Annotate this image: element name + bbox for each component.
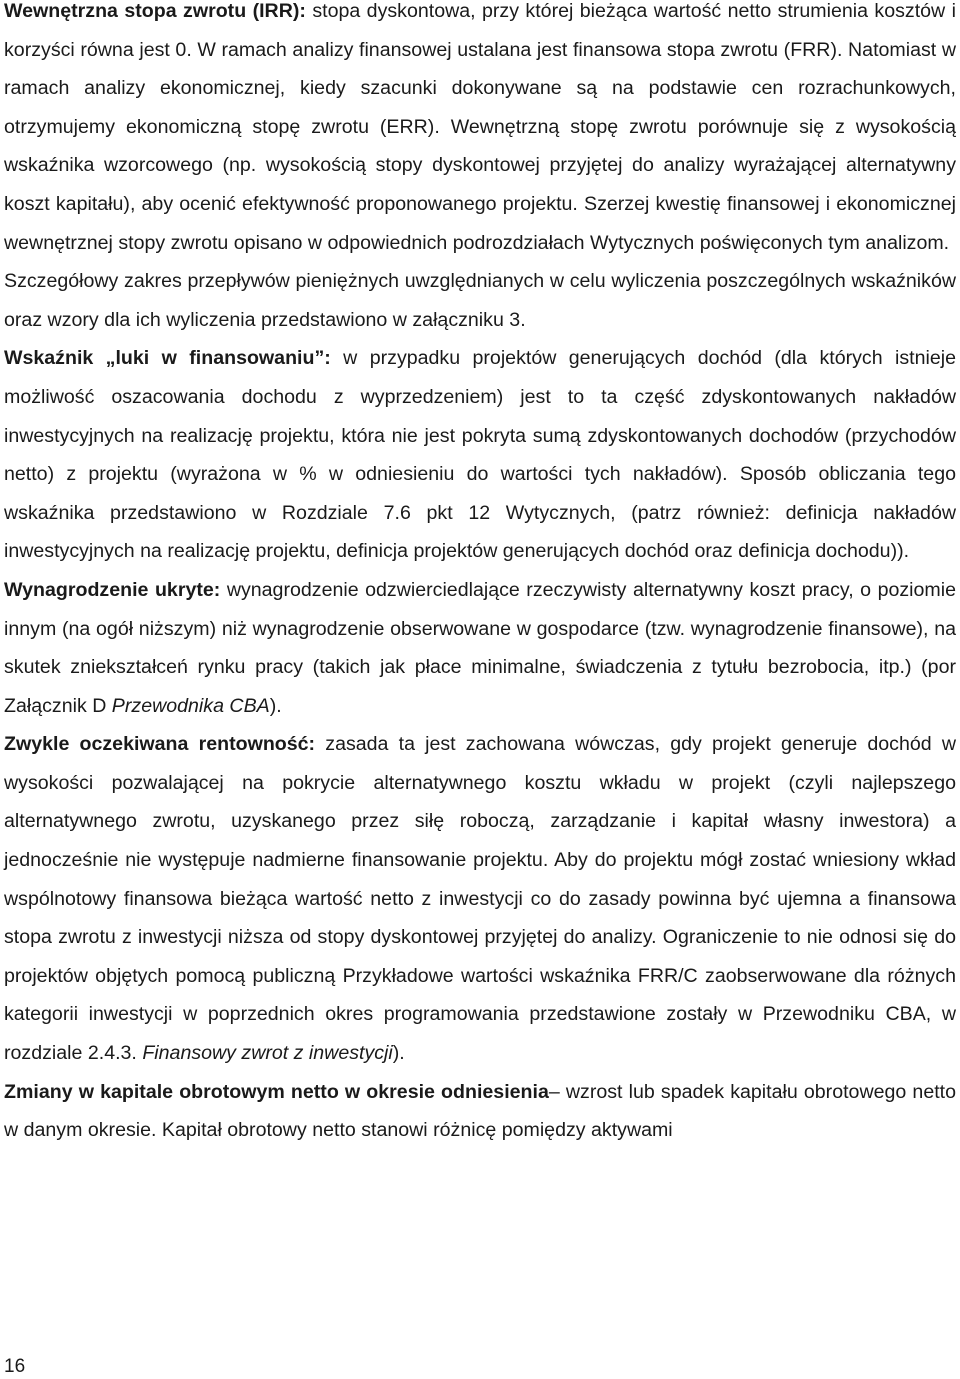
- italic-reference: Finansowy zwrot z inwestycji: [142, 1042, 393, 1065]
- term-heading: Zmiany w kapitale obrotowym netto w okresie odniesienia: [4, 1080, 549, 1103]
- paragraph-text: Szczegółowy zakres przepływów pieniężnych uwzględnianych w celu wyliczenia poszczególnych wskaźników oraz wzory dla ich wyliczenia przedstawiono w załączniku 3.: [4, 270, 956, 331]
- paragraph-normal-profitability-definition: [0, 725, 956, 1072]
- page-number: 16: [4, 1356, 26, 1377]
- paragraph-funding-gap-definition: [0, 339, 956, 571]
- term-heading: Wskaźnik „luki w finansowaniu”:: [4, 347, 331, 370]
- term-heading: Wynagrodzenie ukryte:: [4, 578, 221, 601]
- paragraph-text: wynagrodzenie odzwierciedlające rzeczywisty alternatywny koszt pracy, o poziomie innym (na ogół niższym) niż wynagrodzenie obserwowane w gospodarce (tzw. wynagrodzenie finansowe), na skutek zniekształceń rynku pracy (takich jak płace minimalne, świadczenia z tytułu bezrobocia, itp.) (por Załącznik D: [4, 578, 957, 717]
- paragraph-shadow-wage-definition: [0, 571, 956, 725]
- term-heading: Wewnętrzna stopa zwrotu (IRR):: [4, 0, 306, 22]
- paragraph-text: stopa dyskontowa, przy której bieżąca wartość netto strumienia kosztów i korzyści równa jest 0. W ramach analizy finansowej ustalana jest finansowa stopa zwrotu (FRR). Natomiast w ramach analizy ekonomicznej, kiedy szacunki dokonywane są na podstawie cen rozrachunkowych, otrzymujemy ekonomiczną stopę zwrotu (ERR). Wewnętrzną stopę zwrotu porównuje się z wysokością wskaźnika wzorcowego (np. wysokością stopy dyskontowej przyjętej do analizy wyrażającej alternatywny koszt kapitału), aby ocenić efektywność proponowanego projektu. Szerzej kwestię finansowej i ekonomicznej wewnętrznej stopy zwrotu opisano w odpowiednich podrozdziałach Wytycznych poświęconych tym analizom.: [4, 0, 956, 254]
- paragraph-text: zasada ta jest zachowana wówczas, gdy projekt generuje dochód w wysokości pozwalającej na pokrycie alternatywnego kosztu wkładu w projekt (czyli najlepszego alternatywnego zwrotu, uzyskanego przez siłę roboczą, zarządzanie i kapitał własny inwestora) a jednocześnie nie występuje nadmierne finansowanie projektu. Aby do projektu mógł zostać wniesiony wkład wspólnotowy finansowa bieżąca wartość netto z inwestycji co do zasady powinna być ujemna a finansowa stopa zwrotu z inwestycji niższa od stopy dyskontowej przyjętej do analizy. Ograniczenie to nie odnosi się do projektów objętych pomocą publiczną Przykładowe wartości wskaźnika FRR/C zaobserwowane dla różnych kategorii inwestycji w poprzednich okres programowania przedstawione zostały w Przewodniku CBA, w rozdziale 2.4.3.: [4, 733, 956, 1065]
- italic-reference: Przewodnika CBA: [111, 694, 270, 717]
- paragraph-cash-flows: [0, 262, 956, 339]
- term-heading: Zwykle oczekiwana rentowność:: [4, 733, 316, 756]
- paragraph-text: ).: [269, 694, 282, 717]
- paragraph-working-capital-definition: [0, 1073, 956, 1150]
- paragraph-text: – wzrost lub spadek kapitału obrotowego netto w danym okresie. Kapitał obrotowy netto stanowi różnicę pomiędzy aktywami: [4, 1080, 956, 1142]
- paragraph-irr-definition: [0, 0, 956, 262]
- paragraph-text: ).: [392, 1042, 405, 1065]
- paragraph-text: w przypadku projektów generujących dochód (dla których istnieje możliwość oszacowania dochodu z wyprzedzeniem) jest to ta część zdyskontowanych nakładów inwestycyjnych na realizację projektu, która nie jest pokryta sumą zdyskontowanych dochodów (przychodów netto) z projektu (wyrażona w % w odniesieniu do wartości tych nakładów). Sposób obliczania tego wskaźnika przedstawiono w Rozdziale 7.6 pkt 12 Wytycznych, (patrz również: definicja nakładów inwestycyjnych na realizację projektu, definicja projektów generujących dochód oraz definicja dochodu)).: [4, 347, 956, 563]
